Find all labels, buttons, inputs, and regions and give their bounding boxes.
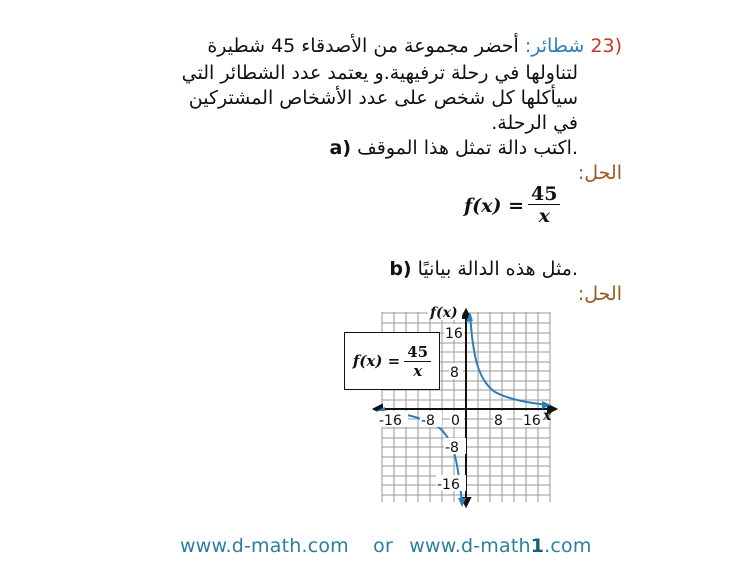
- x-tick-0: 0: [451, 413, 460, 429]
- curve-positive-branch: [470, 314, 548, 405]
- footer-site-2-part-b: .com: [544, 535, 592, 557]
- x-tick-8: 8: [494, 413, 503, 429]
- footer-site-1[interactable]: www.d-math.com: [180, 535, 349, 557]
- part-b-text: مثل هذه الدالة بيانيًا.: [411, 258, 578, 280]
- question-number: (23: [590, 35, 622, 57]
- part-b: [389, 257, 578, 281]
- x-tick-neg16: -16: [379, 413, 402, 429]
- box-formula-fraction: [404, 343, 431, 380]
- y-tick-16: 16: [445, 326, 463, 342]
- footer: [180, 535, 592, 557]
- x-tick-neg8: -8: [421, 413, 435, 429]
- part-a: [330, 136, 578, 160]
- solution-label-b: الحل:: [577, 283, 622, 305]
- question-line-2: لتناولها في رحلة ترفيهية.و يعتمد عدد الشطائر التي: [181, 62, 578, 84]
- question-line-3: سيأكلها كل شخص على عدد الأشخاص المشتركين: [188, 87, 578, 109]
- y-tick-neg8: -8: [445, 440, 459, 456]
- graph-formula-box: [344, 332, 440, 390]
- box-formula-lhs: f(x) =: [352, 352, 401, 370]
- part-b-label: b): [389, 258, 412, 280]
- question-line-4: في الرحلة.: [491, 112, 578, 134]
- footer-site-2[interactable]: [409, 535, 591, 557]
- footer-separator: or: [373, 535, 393, 557]
- solution-label-a: الحل:: [577, 162, 622, 184]
- footer-site-2-bold: 1: [530, 535, 545, 557]
- y-tick-8: 8: [450, 365, 459, 381]
- part-a-text: اكتب دالة تمثل هذا الموقف.: [351, 137, 578, 159]
- x-axis-label: x: [543, 408, 552, 424]
- question-line1-text: أحضر مجموعة من الأصدقاء 45 شطيرة: [207, 35, 525, 57]
- question-line-1: [207, 34, 622, 58]
- question-keyword: شطائر:: [524, 35, 585, 57]
- x-tick-16: 16: [523, 413, 541, 429]
- formula: [464, 184, 560, 227]
- formula-numerator: 45: [528, 184, 560, 205]
- y-axis-label: f(x): [430, 305, 458, 321]
- y-tick-neg16: -16: [437, 477, 460, 493]
- formula-fraction: [528, 184, 560, 227]
- footer-site-2-part-a: www.d-math: [409, 535, 531, 557]
- formula-lhs: f(x) =: [464, 194, 525, 217]
- formula-denominator: x: [538, 205, 550, 227]
- box-formula-denominator: x: [413, 361, 423, 380]
- part-a-label: a): [329, 137, 352, 159]
- box-formula-numerator: 45: [404, 343, 431, 362]
